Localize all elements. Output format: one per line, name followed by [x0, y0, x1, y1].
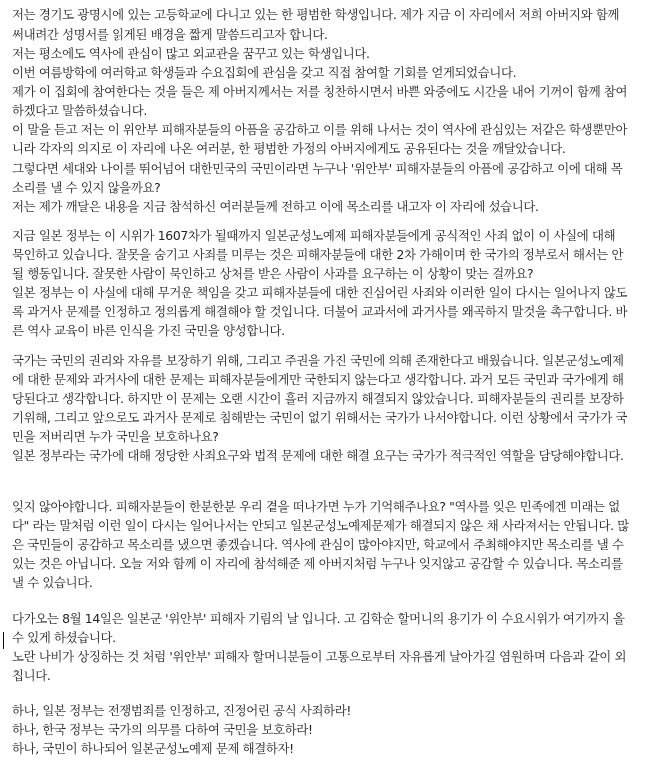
- text-line: 당된다고 생각합니다. 하지만 이 문제는 오랜 시간이 흘러 지금까지 해결되지 않았습니다. 피해자분들의 권리를 보장하: [12, 391, 624, 406]
- text-line: 잊지 않아야합니다. 피해자분들이 한분한분 우리 곁을 떠나가면 누가 기억해주나요? "역사를 잊은 민족에겐 미래는 없: [12, 499, 620, 514]
- text-line: 민을 저버리면 누가 국민을 보호하나요?: [12, 429, 219, 444]
- text-line: 저는 제가 깨달은 내용을 지금 참석하신 여러분들께 전하고 이에 목소리를 내고자 이 자리에 섰습니다.: [12, 199, 539, 214]
- text-line: 묵인하고 있습니다. 잘못을 숨기고 사죄를 미루는 것은 피해자분들에 대한 2차 가해이며 한 국가의 정부로서 해서는 안: [12, 247, 624, 262]
- text-line: 칩니다.: [12, 668, 51, 683]
- text-line: 록 과거사 문제를 인정하고 정의롭게 해결해야 할 것입니다. 더불어 교과서에 과거사를 왜곡하지 말것을 촉구합니다. 바: [12, 304, 628, 319]
- text-line: 니라 각자의 의지로 이 자리에 나온 여러분, 한 평범한 가정의 아버지에게도 공유된다는 것을 깨달았습니다.: [12, 141, 566, 156]
- text-line: 일본 정부는 이 사실에 대해 무거운 책임을 갖고 피해자분들에 대한 진심어린 사죄와 이러한 일이 다시는 일어나지 않도: [12, 285, 628, 300]
- text-line: 은 국민들이 공감하고 목소리를 냈으면 좋겠습니다. 역사에 관심이 많아야지만, 학교에서 주최해야지만 목소리를 낼 수: [12, 537, 624, 552]
- text-line: 하나, 일본 정부는 전쟁범죄를 인정하고, 진정어린 공식 사죄하라!: [12, 703, 352, 718]
- text-line: 에 대한 문제와 과거사에 대한 문제는 피해자분들에게만 국한되지 않는다고 생각합니다. 과거 모든 국민과 국가에게 해: [12, 372, 624, 387]
- text-line: 지금 일본 정부는 이 시위가 1607차가 될때까지 일본군성노예제 피해자분들에게 공식적인 사죄 없이 이 사실에 대해: [12, 228, 616, 243]
- text-line: 다가오는 8월 14일은 일본군 '위안부' 피해자 기림의 날 입니다. 고 김학순 할머니의 용기가 이 수요시위가 여기까지 올: [12, 611, 625, 626]
- text-line: 그렇다면 세대와 나이를 뛰어넘어 대한민국의 국민이라면 누구나 '위안부' 피해자분들의 아픔에 공감하고 이에 대해 목: [12, 161, 623, 176]
- text-line: 하겠다고 말씀하셨습니다.: [12, 103, 147, 118]
- text-line: 국가는 국민의 권리와 자유를 보장하기 위해, 그리고 주권을 가진 국민에 의해 존재한다고 배웠습니다. 일본군성노예제: [12, 353, 624, 368]
- text-line: 이번 여름방학에 여러학교 학생들과 수요집회에 관심을 갖고 직접 참여할 기회를 얻게되었습니다.: [12, 65, 517, 80]
- text-line: 소리를 낼 수 있지 않을까요?: [12, 180, 161, 195]
- text-line: 써내려간 성명서를 읽게된 배경을 짧게 말씀드리고자 합니다.: [12, 27, 328, 42]
- text-line: 있는 것은 아닙니다. 오늘 저와 함께 이 자리에 참석해준 제 아버지처럼 누구나 잊지않고 공감할 수 있습니다. 목소리를: [12, 556, 623, 571]
- text-line: 기위해, 그리고 앞으로도 과거사 문제로 침해받는 국민이 없기 위해서는 국가가 나서야합니다. 이런 상황에서 국가가 국: [12, 410, 628, 425]
- text-line: 될 행동입니다. 잘못한 사람이 묵인하고 상처를 받은 사람이 사과를 요구하는 이 상황이 맞는 걸까요?: [12, 266, 534, 281]
- text-line: 하나, 한국 정부는 국가의 의무를 다하여 국민을 보호하라!: [12, 722, 313, 737]
- text-line: 수 있게 하셨습니다.: [12, 630, 116, 645]
- text-line: 제가 이 집회에 참여한다는 것을 들은 제 아버지께서는 저를 칭찬하시면서 바쁜 와중에도 시간을 내어 기꺼이 함께 참여: [12, 84, 628, 99]
- text-line: 노란 나비가 상징하는 것 처럼 '위안부' 피해자 할머니분들이 고통으로부터 자유롭게 날아가길 염원하며 다음과 같이 외: [12, 649, 627, 664]
- text-line: 하나, 국민이 하나되어 일본군성노예제 문제 해결하자!: [12, 741, 294, 756]
- text-line: 저는 평소에도 역사에 관심이 많고 외교관을 꿈꾸고 있는 학생입니다.: [12, 46, 370, 61]
- text-line: 일본 정부라는 국가에 대해 정당한 사죄요구와 법적 문제에 대한 해결 요구는 국가가 적극적인 역할을 담당해야합니다.: [12, 448, 624, 463]
- text-line: 저는 경기도 광명시에 있는 고등학교에 다니고 있는 한 평범한 학생입니다. 제가 지금 이 자리에서 저희 아버지와 함께: [12, 7, 620, 22]
- text-cursor: [3, 632, 4, 649]
- text-line: 른 역사 교육이 바른 인식을 가진 국민을 양성합니다.: [12, 323, 285, 338]
- text-line: 낼 수 있습니다.: [12, 575, 93, 590]
- text-line: 이 말을 듣고 저는 이 위안부 피해자분들의 아픔을 공감하고 이를 위해 나서는 것이 역사에 관심있는 저같은 학생뿐만아: [12, 122, 628, 137]
- text-line: 다" 라는 말처럼 이런 일이 다시는 일어나서는 안되고 일본군성노예제문제가 해결되지 않은 채 사라져서는 안됩니다. 많: [12, 518, 629, 533]
